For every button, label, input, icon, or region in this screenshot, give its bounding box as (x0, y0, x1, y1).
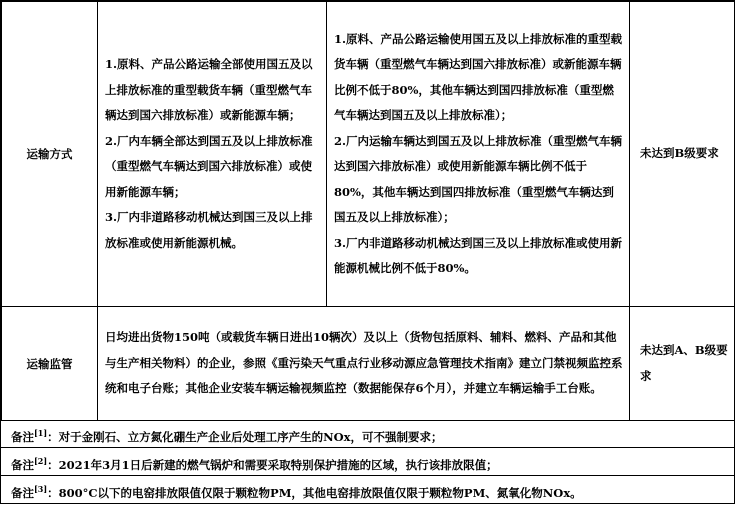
grade-b-requirements (327, 2, 630, 307)
note-3 (1, 475, 734, 503)
grade-b-item-1: 1.原料、产品公路运输使用国五及以上排放标准的重型载货车辆（重型燃气车辆达到国六排放标准）或新能源车辆比例不低于80%，其他车辆达到国四排放标准（重型燃气车辆达到国五及以上排放标准）； (334, 31, 623, 122)
table-row-transport-method (2, 2, 735, 307)
note-3-mark: [3] (34, 484, 48, 494)
note-2-prefix: 备注 (11, 458, 34, 472)
note-1 (1, 420, 734, 447)
grade-result-transport-method: 未达到B级要求 (630, 2, 735, 307)
row-label-transport-method: 运输方式 (2, 2, 98, 307)
standards-table (1, 1, 735, 421)
note-1-prefix: 备注 (11, 430, 34, 444)
grade-a-item-2: 2.厂内车辆全部达到国五及以上排放标准（重型燃气车辆达到国六排放标准）或使用新能源车辆； (105, 133, 313, 199)
note-1-text: ：对于金刚石、立方氮化硼生产企业后处理工序产生的NOx，可不强制要求； (47, 430, 443, 444)
grade-result-transport-supervision: 未达到A、B级要求 (630, 307, 735, 421)
note-2 (1, 447, 734, 475)
grade-a-item-3: 3.厂内非道路移动机械达到国三及以上排放标准或使用新能源机械。 (105, 210, 313, 250)
note-2-text: ：2021年3月1日后新建的燃气锅炉和需要采取特别保护措施的区域，执行该排放限值； (47, 458, 498, 472)
note-3-prefix: 备注 (11, 486, 34, 500)
note-1-mark: [1] (34, 428, 48, 438)
note-3-text: ：800°C以下的电窑排放限值仅限于颗粒物PM，其他电窑排放限值仅限于颗粒物PM、氮氧化物NOx。 (47, 486, 582, 500)
supervision-requirements: 日均进出货物150吨（或载货车辆日进出10辆次）及以上（货物包括原料、辅料、燃料、产品和其他与生产相关物料）的企业，参照《重污染天气重点行业移动源应急管理技术指南》建立门禁视频监控系统和电子台账；其他企业安装车辆运输视频监控（数据能保存6个月），并建立车辆运输手工台账。 (98, 307, 630, 421)
grade-b-item-2: 2.厂内运输车辆达到国五及以上排放标准（重型燃气车辆达到国六排放标准）或使用新能源车辆比例不低于80%，其他车辆达到国四排放标准（重型燃气车辆达到国五及以上排放标准）； (334, 133, 623, 224)
note-2-mark: [2] (34, 456, 48, 466)
grade-b-item-3: 3.厂内非道路移动机械达到国三及以上排放标准或使用新能源机械比例不低于80%。 (334, 235, 623, 275)
notes-section (1, 420, 734, 503)
table-row-transport-supervision (2, 307, 735, 421)
grade-a-requirements (98, 2, 327, 307)
grade-a-item-1: 1.原料、产品公路运输全部使用国五及以上排放标准的重型载货车辆（重型燃气车辆达到国六排放标准）或新能源车辆； (105, 57, 313, 122)
row-label-transport-supervision: 运输监管 (2, 307, 98, 421)
